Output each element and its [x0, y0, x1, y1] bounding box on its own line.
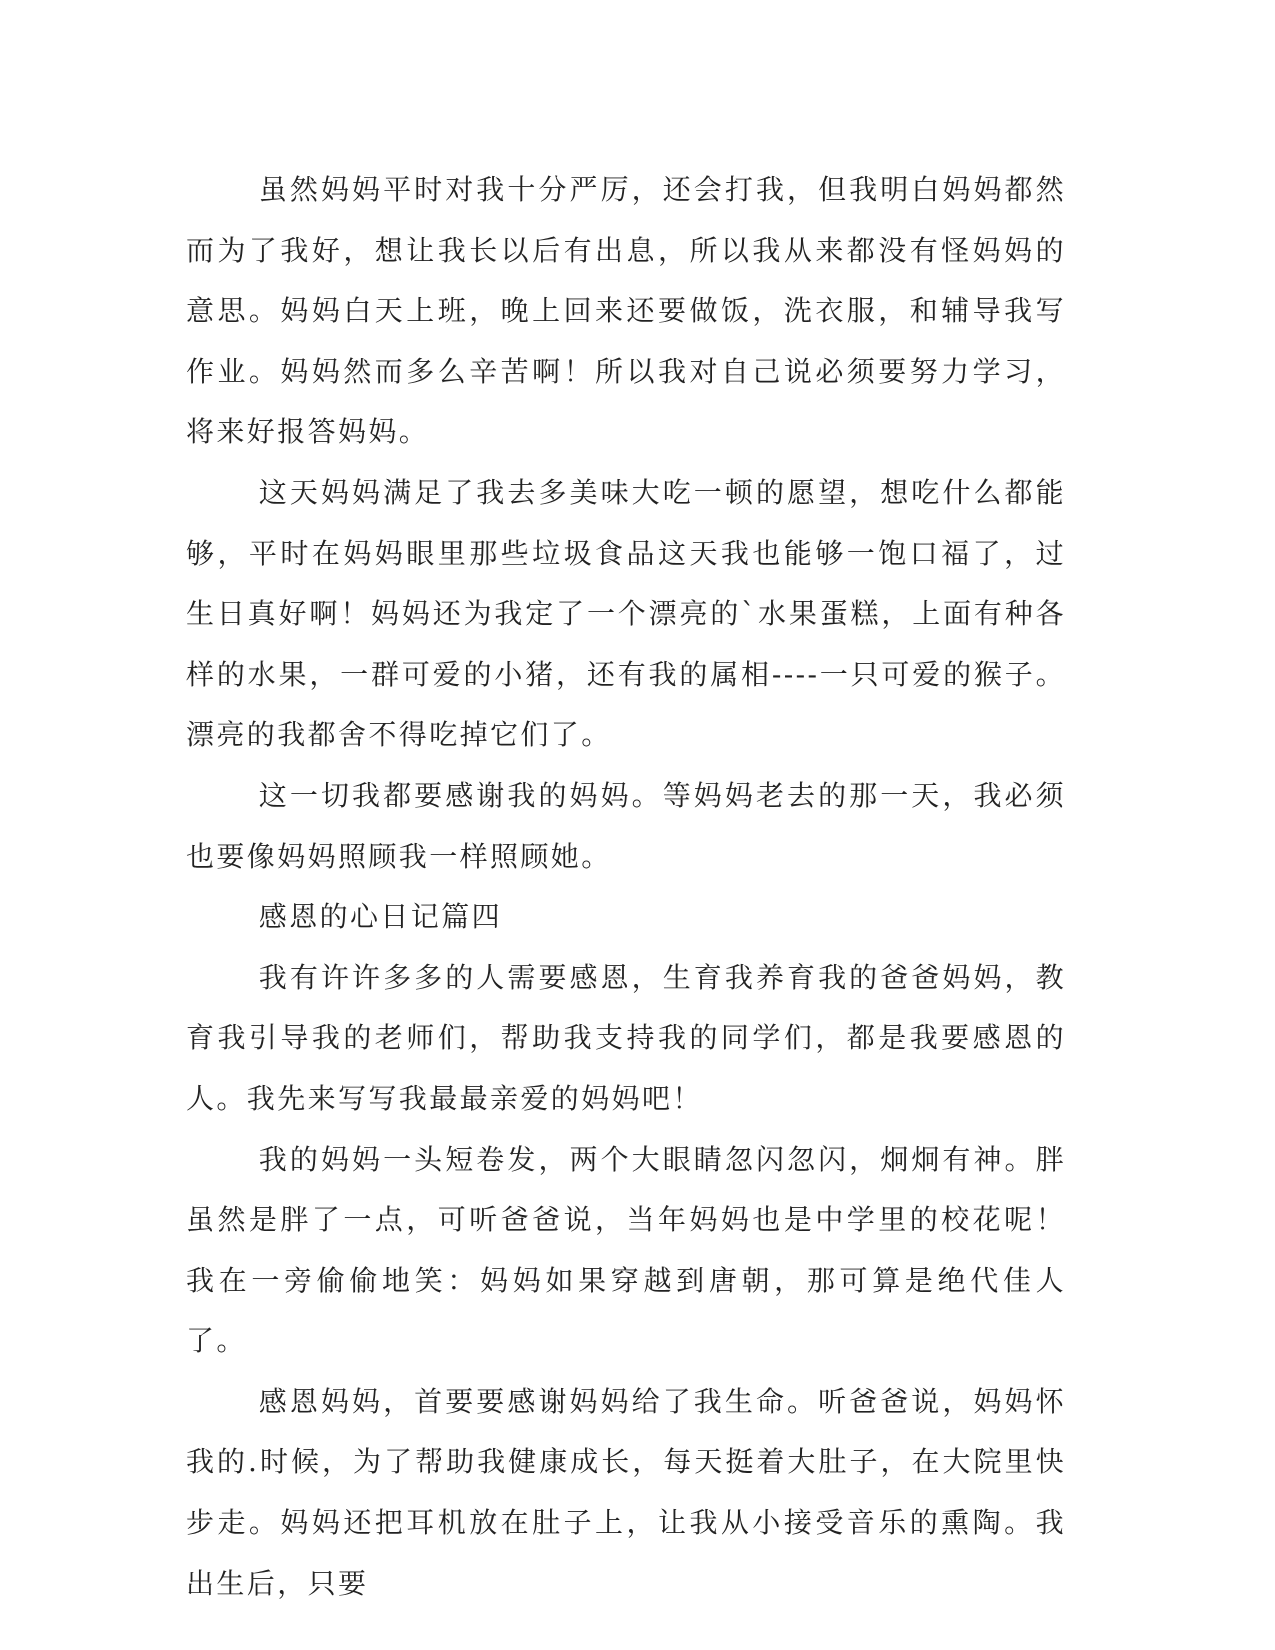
paragraph-3: 这一切我都要感谢我的妈妈。等妈妈老去的那一天，我必须也要像妈妈照顾我一样照顾她。: [186, 778, 1066, 873]
paragraph-6: 感恩妈妈，首要要感谢妈妈给了我生命。听爸爸说，妈妈怀我的.时候，为了帮助我健康成长，每天挺着大肚子，在大院里快步走。妈妈还把耳机放在肚子上，让我从小接受音乐的熏陶。我出生后，只要: [186, 1384, 1066, 1600]
section-heading: 感恩的心日记篇四: [258, 900, 502, 934]
paragraph-2: 这天妈妈满足了我去多美味大吃一顿的愿望，想吃什么都能够，平时在妈妈眼里那些垃圾食品这天我也能够一饱口福了，过生日真好啊！妈妈还为我定了一个漂亮的`水果蛋糕，上面有种各样的水果，一群可爱的小猪，还有我的属相----一只可爱的猴子。漂亮的我都舍不得吃掉它们了。: [186, 475, 1066, 752]
paragraph-4: 我有许许多多的人需要感恩，生育我养育我的爸爸妈妈，教育我引导我的老师们，帮助我支持我的同学们，都是我要感恩的人。我先来写写我最最亲爱的妈妈吧！: [186, 960, 1066, 1115]
article-body: [186, 160, 1066, 1614]
paragraph-5: 我的妈妈一头短卷发，两个大眼睛忽闪忽闪，炯炯有神。胖虽然是胖了一点，可听爸爸说，当年妈妈也是中学里的校花呢！我在一旁偷偷地笑：妈妈如果穿越到唐朝，那可算是绝代佳人了。: [186, 1142, 1066, 1358]
paragraph-1: 虽然妈妈平时对我十分严厉，还会打我，但我明白妈妈都然而为了我好，想让我长以后有出息，所以我从来都没有怪妈妈的意思。妈妈白天上班，晚上回来还要做饭，洗衣服，和辅导我写作业。妈妈然而多么辛苦啊！所以我对自己说必须要努力学习，将来好报答妈妈。: [186, 173, 1066, 449]
